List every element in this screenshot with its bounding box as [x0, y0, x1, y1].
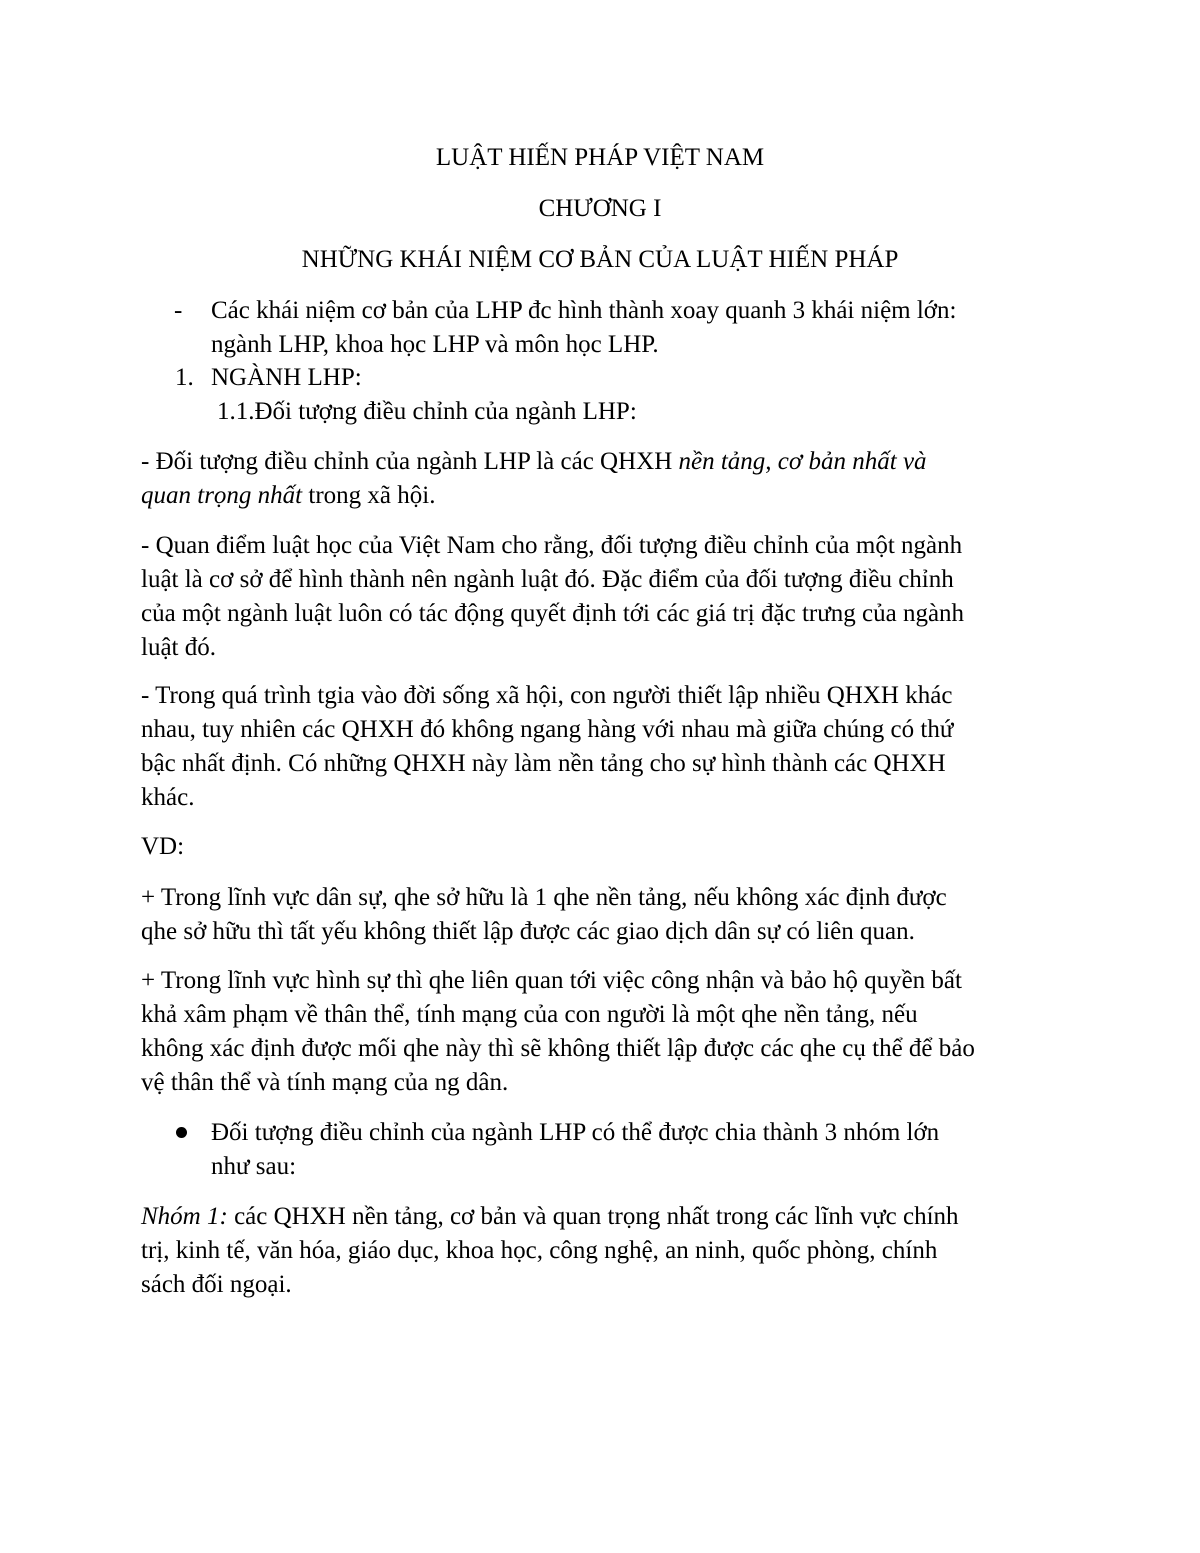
chapter-title: NHỮNG KHÁI NIỆM CƠ BẢN CỦA LUẬT HIẾN PHÁP [301, 246, 899, 273]
bullet-line: như sau: [211, 1153, 297, 1180]
bullet-dot-icon [176, 1127, 187, 1138]
paragraph-2-line: luật đó. [141, 634, 216, 661]
paragraph-3-line: - Trong quá trình tgia vào đời sống xã hội, con người thiết lập nhiều QHXH khác [141, 682, 953, 709]
group-1-line-1 [141, 1200, 1071, 1234]
paragraph-1-italic-a: nền tảng, cơ bản nhất và [678, 448, 927, 475]
group-1-label: Nhóm 1: [141, 1203, 228, 1230]
example-2-line: + Trong lĩnh vực hình sự thì qhe liên quan tới việc công nhận và bảo hộ quyền bất [141, 967, 962, 994]
intro-line-1: Các khái niệm cơ bản của LHP đc hình thành xoay quanh 3 khái niệm lớn: [211, 297, 957, 324]
bullet-item-text [211, 1116, 1071, 1184]
example-2 [141, 964, 1071, 1100]
paragraph-3-line: bậc nhất định. Có những QHXH này làm nền tảng cho sự hình thành các QHXH [141, 750, 946, 777]
example-1-line: qhe sở hữu thì tất yếu không thiết lập được các giao dịch dân sự có liên quan. [141, 918, 915, 945]
example-label: VD: [141, 833, 185, 860]
example-2-line: vệ thân thể và tính mạng của ng dân. [141, 1069, 509, 1096]
group-1-line-2: trị, kinh tế, văn hóa, giáo dục, khoa học, công nghệ, an ninh, quốc phòng, chính [141, 1237, 938, 1264]
document-title: LUẬT HIẾN PHÁP VIỆT NAM [435, 144, 765, 171]
group-1-text-a: các QHXH nền tảng, cơ bản và quan trọng nhất trong các lĩnh vực chính [227, 1203, 959, 1230]
paragraph-2-line: luật là cơ sở để hình thành nên ngành luật đó. Đặc điểm của đối tượng điều chỉnh [141, 566, 954, 593]
paragraph-2-line: - Quan điểm luật học của Việt Nam cho rằng, đối tượng điều chỉnh của một ngành [141, 532, 963, 559]
example-1 [141, 881, 1071, 949]
chapter-label: CHƯƠNG I [538, 195, 662, 222]
intro-line-2: ngành LHP, khoa học LHP và môn học LHP. [211, 331, 659, 358]
paragraph-1-text-b: trong xã hội. [302, 482, 436, 509]
bullet-line: Đối tượng điều chỉnh của ngành LHP có thể được chia thành 3 nhóm lớn [211, 1119, 940, 1146]
intro-dash-marker: - [174, 297, 183, 324]
paragraph-2 [141, 529, 1071, 665]
paragraph-1-line-1 [141, 445, 1071, 479]
example-2-line: khả xâm phạm về thân thể, tính mạng của con người là một qhe nền tảng, nếu [141, 1001, 918, 1028]
group-1-line-3: sách đối ngoại. [141, 1271, 292, 1298]
paragraph-1-italic-b: quan trọng nhất [141, 482, 303, 509]
paragraph-3-line: khác. [141, 784, 195, 811]
paragraph-1-line-2 [141, 479, 1071, 513]
paragraph-3 [141, 679, 1071, 815]
example-2-line: không xác định được mối qhe này thì sẽ không thiết lập được các qhe cụ thể để bảo [141, 1035, 975, 1062]
intro-item-text [211, 294, 1071, 362]
paragraph-3-line: nhau, tuy nhiên các QHXH đó không ngang hàng với nhau mà giữa chúng có thứ [141, 716, 954, 743]
paragraph-1-text-a: - Đối tượng điều chỉnh của ngành LHP là các QHXH [141, 448, 679, 475]
paragraph-2-line: của một ngành luật luôn có tác động quyết định tới các giá trị đặc trưng của ngành [141, 600, 965, 627]
paragraph-1 [141, 445, 1071, 513]
subsection-heading: 1.1.Đối tượng điều chỉnh của ngành LHP: [217, 398, 637, 425]
section-number: 1. [175, 364, 194, 391]
section-heading: NGÀNH LHP: [211, 364, 362, 391]
group-1 [141, 1200, 1071, 1302]
example-1-line: + Trong lĩnh vực dân sự, qhe sở hữu là 1 qhe nền tảng, nếu không xác định được [141, 884, 947, 911]
